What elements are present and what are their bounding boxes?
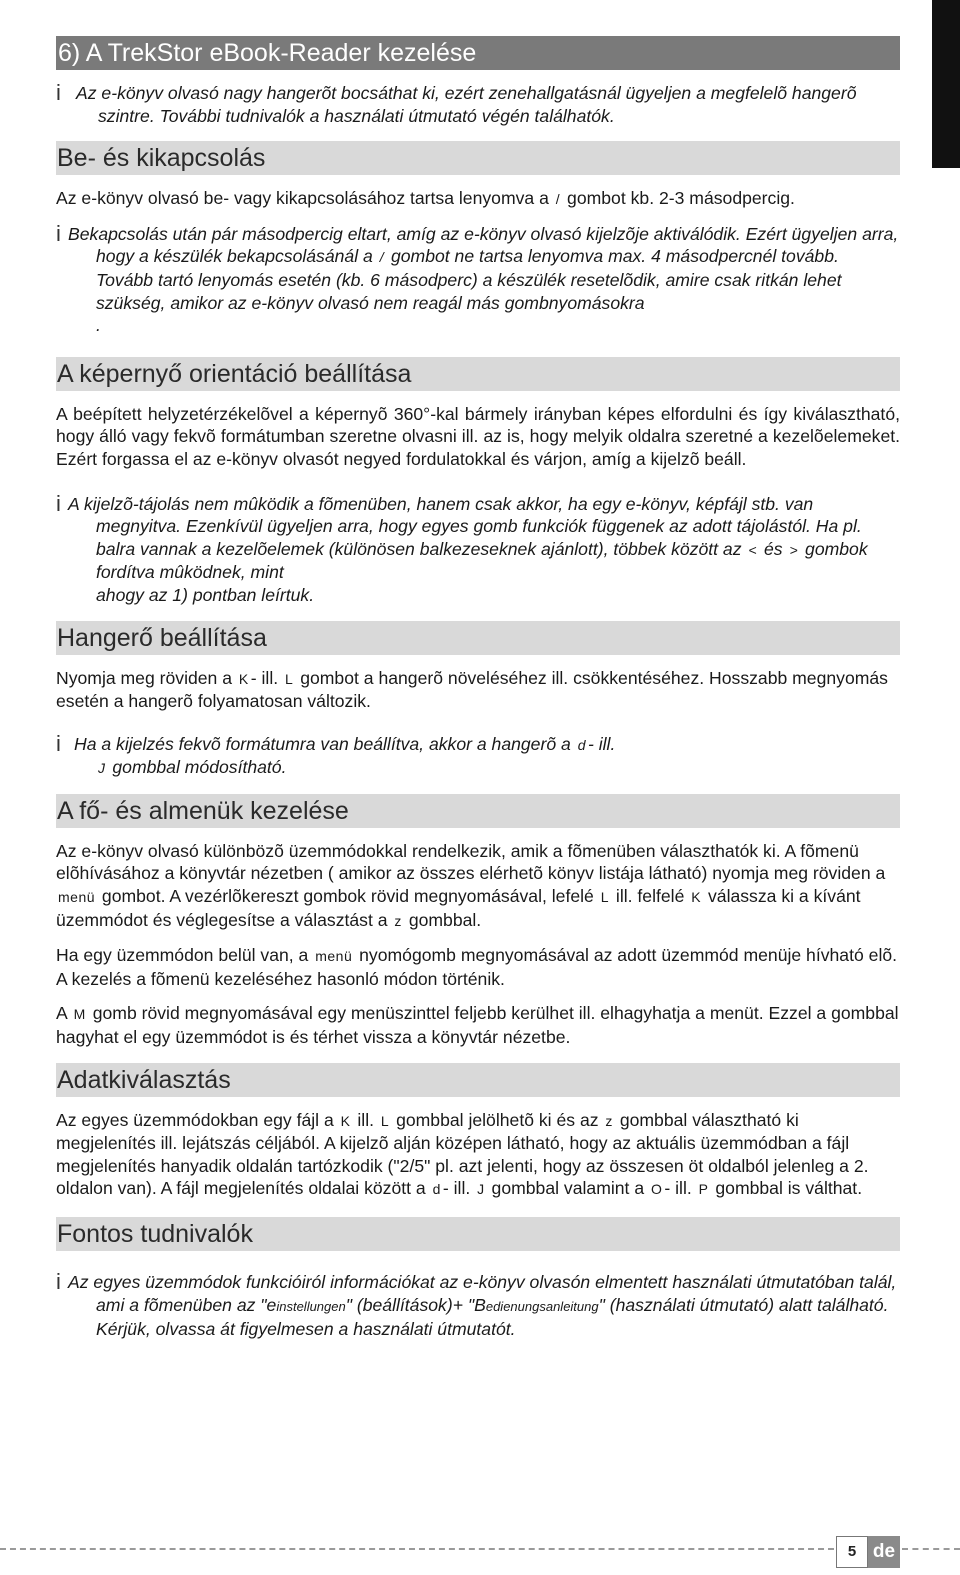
orientation-paragraph: A beépített helyzetérzékelõvel a képernyõ 360°-kal bármely irányban képes elfordulni és így kiválasztható, hogy álló vagy fekvõ formátumban szeretne olvasni ill. az is, hogy melyik oldalra szeretné a kezelõelemeket. Ezért forgassa el az e-könyv olvasót negyed fordulatokkal és várjon, amíg a kijelzõ beáll.	[56, 403, 900, 469]
note-text: Az e-könyv olvasó nagy hangerõt bocsáthat ki, ezért zenehallgatásnál ügyeljen a megfelelõ hangerõ	[76, 83, 857, 103]
note-text-small: edienungsanleitung	[485, 1298, 599, 1314]
note-text: útmutatóban talál, ami a fõmenüben az "e	[96, 1272, 897, 1315]
para-text: nyomógomb megnyomásával az adott üzemmód menüje hívható elõ. A kezelés a fõmenü kezeléséhez hasonló módon történik.	[56, 945, 898, 989]
para-text: gombbal jelölhetõ ki és az	[396, 1109, 599, 1130]
para-text: - ill.	[664, 1178, 692, 1199]
left-key-glyph: d	[577, 736, 586, 753]
note-text: A kijelzõ-tájolás nem mûködik a fõmenüben, hanem csak akkor, ha egy e-könyv, képfájl stb. van	[68, 493, 814, 514]
note-text: Bekapcsolás után pár másodpercig eltart, amíg az e-könyv olvasó kijelzõje aktiválódik. Ezért ügyeljen arra, hogy a készülék bekapcsolásánál a	[68, 223, 899, 267]
para-text: válassza ki a kívánt üzemmódot és véglegesítse a választást a	[56, 886, 861, 930]
para-text: - ill.	[442, 1178, 471, 1199]
note-text: Az egyes üzemmódok funkcióiról információkat az e-könyv olvasón elmentett használati	[68, 1272, 752, 1292]
note-text: .	[96, 315, 101, 336]
para-text: gombbal.	[408, 909, 482, 930]
down-key-glyph: L	[285, 670, 294, 687]
page-number: 5	[836, 1536, 868, 1568]
para-text: Az e-könyv olvasó különbözõ üzemmódokkal rendelkezik, amik a fõmenüben választhatók ki. A fõmenü elõhívásához a könyvtár nézetben ( amikor az összes elérhetõ könyv listája látható) nyomja meg röviden a	[56, 840, 886, 884]
menu-paragraph-3	[56, 1002, 900, 1048]
para-text: Az e-könyv olvasó be- vagy kikapcsolásához tartsa lenyomva a	[56, 188, 549, 209]
para-text: ill.	[357, 1109, 374, 1130]
ok-key-glyph: z	[605, 1112, 613, 1129]
up-key-glyph: K	[238, 670, 249, 687]
right-arrow-key-glyph: >	[789, 541, 799, 558]
para-text: ill. felfelé	[615, 886, 685, 907]
important-info-note	[56, 1271, 900, 1341]
power-paragraph	[56, 187, 900, 211]
para-text: A	[56, 1003, 67, 1024]
para-text: Ha egy üzemmódon belül van, a	[56, 945, 309, 966]
menu-key-glyph: menü	[58, 889, 96, 906]
info-icon: i	[56, 490, 61, 516]
para-text: Nyomja meg röviden a	[56, 667, 233, 688]
para-text: gombbal is válthat.	[715, 1178, 863, 1199]
note-text: " (beállítások)+ "B	[345, 1294, 486, 1315]
para-text: gombot kb. 2-3 másodpercig.	[567, 188, 795, 209]
right-key-glyph: J	[477, 1181, 485, 1198]
volume-warning-note	[56, 82, 900, 127]
page-forward-key-glyph: P	[698, 1181, 709, 1198]
para-text: gomb rövid megnyomásával egy menüszinttel feljebb kerülhet ill. elhagyhatja a menüt. Ezzel a gombbal hagyhat el egy üzemmódot is és térhet vissza a könyvtár nézetbe.	[56, 1003, 899, 1048]
note-text: megnyitva. Ezenkívül ügyeljen arra, hogy egyes gomb funkciók függenek az adott tájolástól. Ha pl. balra vannak a kezelõelemek (különösen balkezeseknek ajánlott), többek között az	[96, 516, 862, 559]
right-key-glyph: J	[98, 760, 106, 777]
volume-paragraph	[56, 667, 900, 713]
down-key-glyph: L	[380, 1112, 390, 1129]
section-heading-volume: Hangerő beállítása	[56, 621, 900, 655]
section-heading-menu: A fő- és almenük kezelése	[56, 794, 900, 828]
info-icon: i	[56, 1269, 61, 1294]
para-text: - ill.	[250, 667, 279, 688]
menu-paragraph-2	[56, 944, 900, 990]
para-text: gombbal választható ki megjelenítés ill. lejátszás céljából. A kijelzõ alján középen látható, hogy az aktuális üzemmódban a fájl megjelenítés hanyadik oldalán tartózkodik ("2/5" pl. azt jelenti, hogy az összesen öt oldalból jelenleg a 2. oldalon van). A fájl megjelenítés oldalai között a	[56, 1109, 869, 1199]
para-text: gombot a hangerõ növeléséhez ill. csökkentéséhez. Hosszabb megnyomás esetén a hangerõ folyamatosan változik.	[56, 667, 888, 712]
note-text: gombok fordítva mûködnek, mint	[96, 538, 868, 583]
section-edge-tab	[932, 0, 960, 168]
para-text: gombbal valamint a	[491, 1178, 645, 1199]
power-key-glyph: /	[555, 191, 561, 208]
back-key-glyph: M	[73, 1006, 86, 1023]
note-text: és	[763, 538, 783, 559]
section-heading-important-info: Fontos tudnivalók	[56, 1217, 900, 1251]
note-text: ahogy az 1) pontban leírtuk.	[96, 584, 315, 605]
manual-page	[56, 36, 900, 1355]
para-text: Az egyes üzemmódokban egy fájl a	[56, 1109, 334, 1130]
info-icon: i	[56, 220, 61, 246]
note-text: szintre. További tudnivalók a használati útmutató végén találhatók.	[98, 105, 615, 126]
para-text: gombot. A vezérlõkereszt gombok rövid megnyomásával, lefelé	[101, 886, 594, 907]
menu-key-glyph: menü	[315, 948, 353, 965]
language-tab: de	[868, 1536, 900, 1568]
info-icon: i	[56, 80, 61, 105]
note-text: gombot ne tartsa lenyomva max. 4 másodpercnél tovább. Tovább tartó lenyomás esetén (kb. 6 másodperc) a készülék resetelõdik, amire csak ritkán lehet szükség, amikor az e-könyv olvasó nem reagál más gombnyomásokra	[96, 246, 842, 313]
up-key-glyph: K	[340, 1112, 351, 1129]
down-key-glyph: L	[600, 889, 610, 906]
left-key-glyph: d	[432, 1181, 441, 1198]
footer-divider	[902, 1548, 960, 1550]
page-back-key-glyph: O	[651, 1181, 663, 1198]
section-heading-orientation: A képernyő orientáció beállítása	[56, 357, 900, 391]
power-note	[56, 220, 900, 337]
up-key-glyph: K	[691, 889, 702, 906]
left-arrow-key-glyph: <	[748, 541, 758, 558]
note-text: " (használati útmutató) alatt található. Kérjük, olvassa át figyelmesen a használati útmutatót.	[96, 1294, 889, 1340]
section-heading-data-selection: Adatkiválasztás	[56, 1063, 900, 1097]
ok-key-glyph: z	[394, 912, 402, 929]
chapter-title: 6) A TrekStor eBook-Reader kezelése	[56, 36, 900, 70]
data-selection-paragraph	[56, 1109, 900, 1201]
power-key-glyph: /	[379, 249, 385, 266]
note-text: gombbal módosítható.	[112, 757, 287, 778]
note-text: Ha a kijelzés fekvõ formátumra van beállítva, akkor a hangerõ a	[74, 733, 571, 754]
volume-note	[56, 730, 900, 780]
section-heading-power: Be- és kikapcsolás	[56, 141, 900, 175]
menu-paragraph-1	[56, 840, 900, 932]
info-icon: i	[56, 730, 61, 756]
footer-divider	[0, 1548, 834, 1550]
note-text: - ill.	[587, 733, 616, 754]
note-text-small: instellungen	[276, 1298, 346, 1314]
orientation-note	[56, 490, 900, 607]
